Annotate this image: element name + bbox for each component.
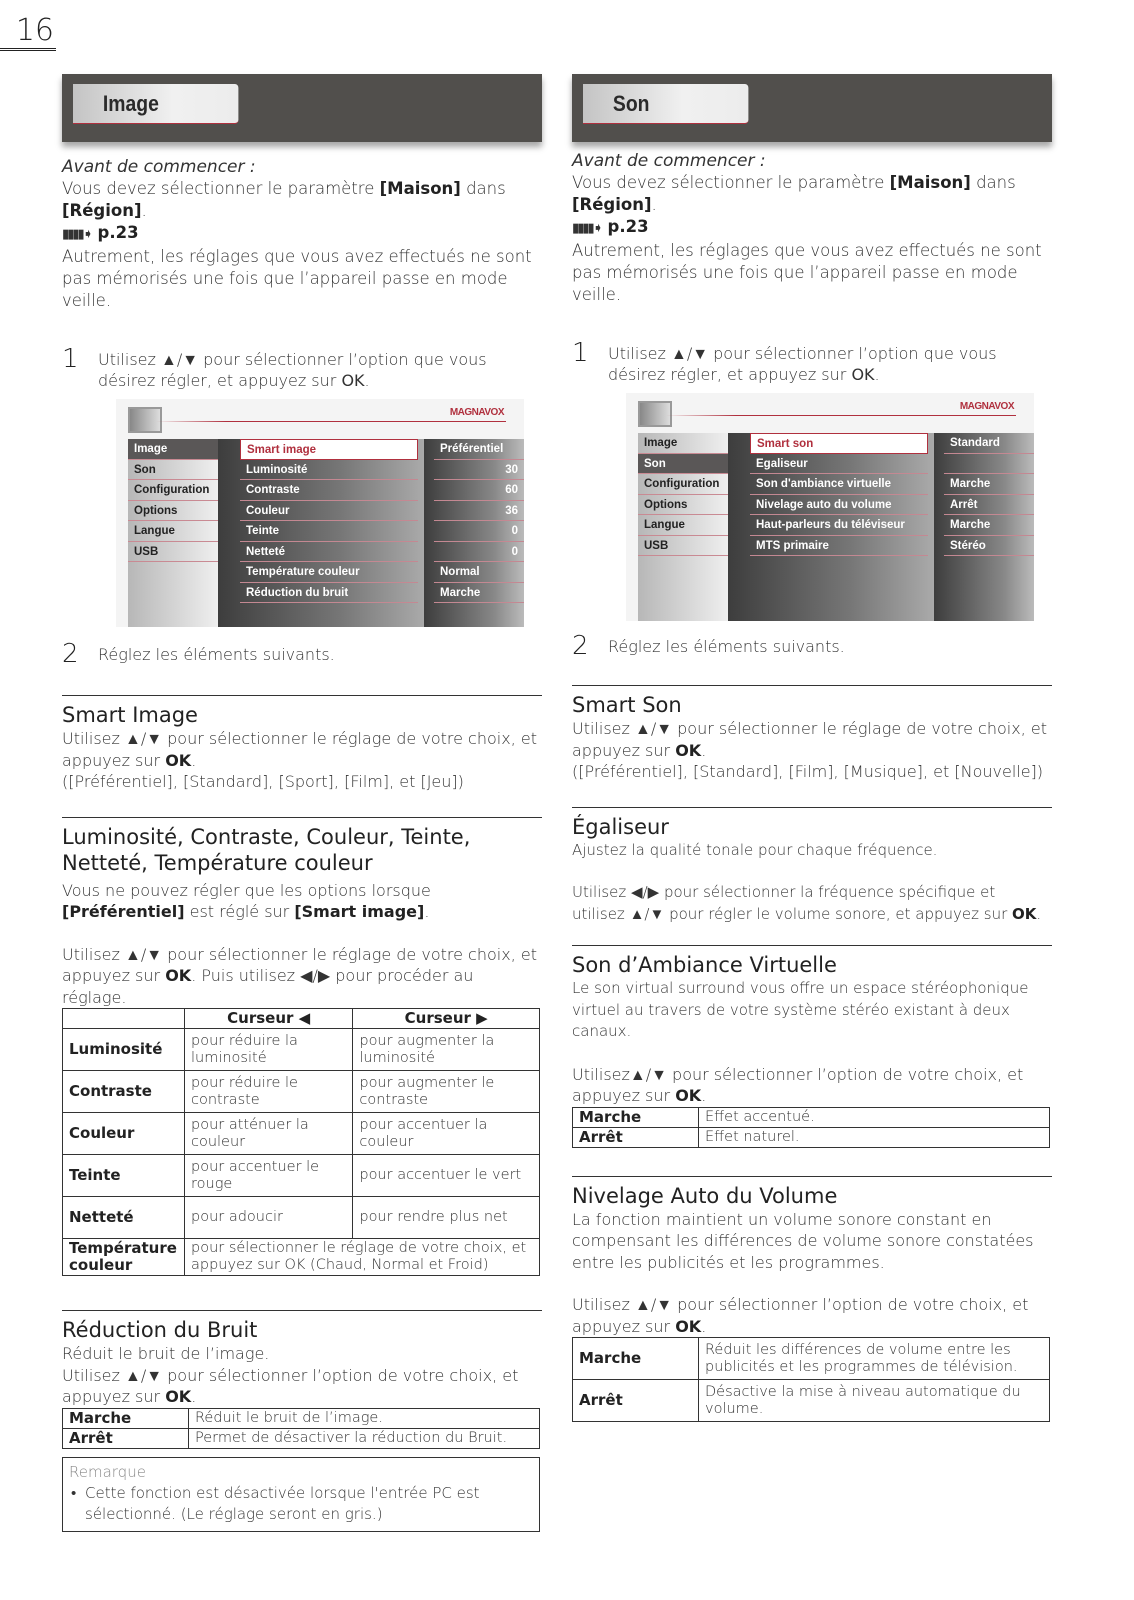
column-header: Curseur ▶ [353, 1009, 540, 1029]
divider [156, 421, 506, 422]
table-header-row [63, 1009, 540, 1029]
step-number: 2 [62, 639, 79, 669]
step-1 [62, 346, 542, 391]
step-text: Utilisez ▲/▼ pour sélectionner l’option que vous désirez régler, et appuyez sur OK. [98, 350, 487, 390]
step-text: Réglez les éléments suivants. [98, 645, 335, 664]
page-reference[interactable]: ▮▮▮▮➧ p.23 [572, 217, 649, 236]
tv-icon [638, 401, 672, 427]
menu-item[interactable]: Image [638, 433, 728, 454]
tv-menu-screenshot [116, 399, 524, 627]
submenu-item[interactable]: Egaliseur [750, 454, 928, 475]
step-text: Utilisez ▲/▼ pour sélectionner l’option que vous désirez régler, et appuyez sur OK. [608, 344, 997, 384]
step-number: 1 [62, 344, 79, 374]
table-row [63, 1029, 540, 1071]
smart-sound-options: ([Préférentiel], [Standard], [Film], [Musique], et [Nouvelle]) [572, 762, 1044, 781]
table-cell: pour réduire la luminosité [185, 1029, 353, 1071]
submenu-item[interactable]: Netteté [240, 542, 418, 563]
table-cell: pour rendre plus net [353, 1197, 540, 1239]
brand-logo: MAGNAVOX [959, 401, 1014, 412]
table-cell: pour accentuer la couleur [353, 1113, 540, 1155]
submenu-item[interactable]: Teinte [240, 521, 418, 542]
table-cell: pour réduire le contraste [185, 1071, 353, 1113]
heading-picture-settings: Luminosité, Contraste, Couleur, Teinte, Netteté, Température couleur [62, 817, 542, 876]
table-row [63, 1197, 540, 1239]
menu-item[interactable]: Langue [128, 521, 218, 542]
submenu [218, 439, 424, 627]
tv-menu-screenshot [626, 393, 1034, 621]
table-cell: pour adoucir [185, 1197, 353, 1239]
option-description: Réduit le bruit de l’image. [189, 1408, 540, 1428]
menu-item[interactable]: Son [638, 454, 728, 475]
table-cell: pour accentuer le vert [353, 1155, 540, 1197]
submenu-item[interactable]: Couleur [240, 501, 418, 522]
heading-smart-sound: Smart Son [572, 685, 1052, 718]
menu-item[interactable]: Langue [638, 515, 728, 536]
reference-arrow-icon: ▮▮▮▮➧ [62, 227, 92, 242]
setting-value: Arrêt [944, 495, 1034, 516]
option-label: Marche [573, 1338, 699, 1380]
submenu-item[interactable]: Smart image [240, 439, 418, 460]
noise-options-table [62, 1408, 540, 1449]
option-description: Effet accentué. [699, 1107, 1050, 1127]
menu-item[interactable]: Image [128, 439, 218, 460]
menu-item[interactable]: USB [638, 536, 728, 557]
menu-item[interactable]: USB [128, 542, 218, 563]
equalizer-desc: Ajustez la qualité tonale pour chaque fréquence. [572, 840, 938, 859]
section-banner-sound [572, 74, 1052, 142]
intro-heading: Avant de commencer : [572, 151, 766, 171]
setting-value: Marche [944, 515, 1034, 536]
heading-auto-volume: Nivelage Auto du Volume [572, 1176, 1052, 1209]
table-row [573, 1338, 1050, 1380]
menu-item[interactable]: Son [128, 460, 218, 481]
heading-equalizer: Égaliseur [572, 807, 1052, 840]
step-1 [572, 340, 1052, 385]
remark-box [62, 1457, 540, 1532]
remark-title: Remarque [69, 1462, 146, 1481]
column-header: Curseur ◀ [185, 1009, 353, 1029]
setting-value: 30 [434, 460, 524, 481]
option-description: Effet naturel. [699, 1127, 1050, 1147]
submenu-item[interactable]: Contraste [240, 480, 418, 501]
auto-volume-instructions: Utilisez ▲/▼ pour sélectionner l’option de votre choix, et appuyez sur OK. [572, 1295, 1029, 1336]
setting-value: 36 [434, 501, 524, 522]
setting-value: Marche [434, 583, 524, 604]
setting-value: Stéréo [944, 536, 1034, 557]
brand-logo: MAGNAVOX [449, 407, 504, 418]
row-label: Netteté [63, 1197, 185, 1239]
picture-settings-note: Vous ne pouvez régler que les options lorsque [Préférentiel] est réglé sur [Smart image]. [62, 880, 431, 921]
submenu-item[interactable]: MTS primaire [750, 536, 928, 557]
smart-image-options: ([Préférentiel], [Standard], [Sport], [Film], et [Jeu]) [62, 772, 464, 791]
submenu-item[interactable]: Son d'ambiance virtuelle [750, 474, 928, 495]
intro-line1: Vous devez sélectionner le paramètre [Maison] dans [Région]. [572, 173, 1016, 214]
section-banner-image [62, 74, 542, 142]
banner-title: Image [73, 84, 238, 124]
virtual-instructions: Utilisez▲/▼ pour sélectionner l’option de votre choix, et appuyez sur OK. [572, 1064, 1024, 1105]
main-menu [638, 433, 728, 621]
menu-item[interactable]: Options [128, 501, 218, 522]
table-row [573, 1127, 1050, 1147]
option-label: Marche [63, 1408, 189, 1428]
smart-image-text: Utilisez ▲/▼ pour sélectionner le réglage de votre choix, et appuyez sur OK. [62, 729, 537, 770]
intro-block [62, 156, 542, 312]
table-cell: pour augmenter la luminosité [353, 1029, 540, 1071]
setting-value: 60 [434, 480, 524, 501]
image-column [62, 74, 542, 1532]
row-label: Température couleur [63, 1239, 185, 1276]
intro-line2: Autrement, les réglages que vous avez effectués ne sont pas mémorisés une fois que l’appareil passe en mode veille. [62, 247, 532, 310]
heading-virtual-surround: Son d’Ambiance Virtuelle [572, 945, 1052, 978]
table-cell: pour accentuer le rouge [185, 1155, 353, 1197]
smart-sound-text: Utilisez ▲/▼ pour sélectionner le réglage de votre choix, et appuyez sur OK. [572, 719, 1047, 760]
table-row [63, 1113, 540, 1155]
submenu-item[interactable]: Luminosité [240, 460, 418, 481]
auto-volume-desc: La fonction maintient un volume sonore constant en compensant les différences de volume sonore constatées entre les publicités et les programmes. [572, 1209, 1034, 1272]
banner-title: Son [583, 84, 748, 124]
table-cell: pour sélectionner le réglage de votre choix, et appuyez sur OK (Chaud, Normal et Froid) [185, 1239, 540, 1276]
heading-noise-reduction: Réduction du Bruit [62, 1310, 542, 1343]
intro-line1: Vous devez sélectionner le paramètre [Maison] dans [Région]. [62, 179, 506, 220]
setting-value: Normal [434, 562, 524, 583]
table-row [63, 1428, 540, 1448]
values-column [934, 433, 1034, 621]
option-description: Désactive la mise à niveau automatique du volume. [699, 1380, 1050, 1422]
page-reference[interactable]: ▮▮▮▮➧ p.23 [62, 223, 139, 242]
setting-value [944, 454, 1034, 475]
submenu-item[interactable]: Smart son [750, 433, 928, 454]
auto-volume-options-table [572, 1337, 1050, 1422]
intro-line2: Autrement, les réglages que vous avez effectués ne sont pas mémorisés une fois que l’appareil passe en mode veille. [572, 241, 1042, 304]
menu-item[interactable]: Configuration [638, 474, 728, 495]
option-label: Arrêt [63, 1428, 189, 1448]
table-row [63, 1408, 540, 1428]
row-label: Contraste [63, 1071, 185, 1113]
option-label: Marche [573, 1107, 699, 1127]
menu-item[interactable]: Options [638, 495, 728, 516]
submenu-item[interactable]: Nivelage auto du volume [750, 495, 928, 516]
sound-column [572, 74, 1052, 1422]
intro-heading: Avant de commencer : [62, 157, 256, 177]
divider [666, 415, 1016, 416]
table-cell: pour atténuer la couleur [185, 1113, 353, 1155]
setting-value: Standard [944, 433, 1034, 454]
picture-settings-instructions: Utilisez ▲/▼ pour sélectionner le réglage de votre choix, et appuyez sur OK. Puis utilisez ◀/▶ pour procéder au réglage. [62, 944, 537, 1007]
main-menu [128, 439, 218, 627]
step-2 [62, 641, 542, 667]
table-cell: pour augmenter le contraste [353, 1071, 540, 1113]
reference-arrow-icon: ▮▮▮▮➧ [572, 221, 602, 236]
virtual-options-table [572, 1107, 1050, 1148]
step-number: 1 [572, 338, 589, 368]
table-row [63, 1155, 540, 1197]
row-label: Luminosité [63, 1029, 185, 1071]
option-label: Arrêt [573, 1127, 699, 1147]
intro-block [572, 150, 1052, 306]
option-label: Arrêt [573, 1380, 699, 1422]
option-description: Réduit les différences de volume entre les publicités et les programmes de télévision. [699, 1338, 1050, 1380]
remark-item: • Cette fonction est désactivée lorsque l'entrée PC est sélectionné. (Le réglage seront en gris.) [69, 1483, 533, 1525]
step-2 [572, 633, 1052, 659]
noise-instructions: Utilisez ▲/▼ pour sélectionner l’option de votre choix, et appuyez sur OK. [62, 1365, 519, 1406]
noise-desc: Réduit le bruit de l’image. [62, 1344, 270, 1363]
step-text: Réglez les éléments suivants. [608, 637, 845, 656]
cursor-table [62, 1008, 540, 1276]
tv-icon [128, 407, 162, 433]
option-description: Permet de désactiver la réduction du Bruit. [189, 1428, 540, 1448]
setting-value: 0 [434, 521, 524, 542]
table-row [573, 1107, 1050, 1127]
setting-value: Préférentiel [434, 439, 524, 460]
setting-value: Marche [944, 474, 1034, 495]
table-row [63, 1071, 540, 1113]
equalizer-instructions: Utilisez ◀/▶ pour sélectionner la fréquence spécifique et utilisez ▲/▼ pour régler le volume sonore, et appuyez sur OK. [572, 883, 1042, 923]
table-row [573, 1380, 1050, 1422]
virtual-desc: Le son virtual surround vous offre un espace stéréophonique virtuel au travers de votre système stéréo existant à deux canaux. [572, 979, 1029, 1040]
step-number: 2 [572, 631, 589, 661]
values-column [424, 439, 524, 627]
submenu [728, 433, 934, 621]
row-label: Couleur [63, 1113, 185, 1155]
submenu-item[interactable]: Réduction du bruit [240, 583, 418, 604]
submenu-item[interactable]: Haut-parleurs du téléviseur [750, 515, 928, 536]
row-label: Teinte [63, 1155, 185, 1197]
submenu-item[interactable]: Température couleur [240, 562, 418, 583]
menu-item[interactable]: Configuration [128, 480, 218, 501]
heading-smart-image: Smart Image [62, 695, 542, 728]
setting-value: 0 [434, 542, 524, 563]
page-number: 16 [0, 14, 56, 51]
table-row [63, 1239, 540, 1276]
